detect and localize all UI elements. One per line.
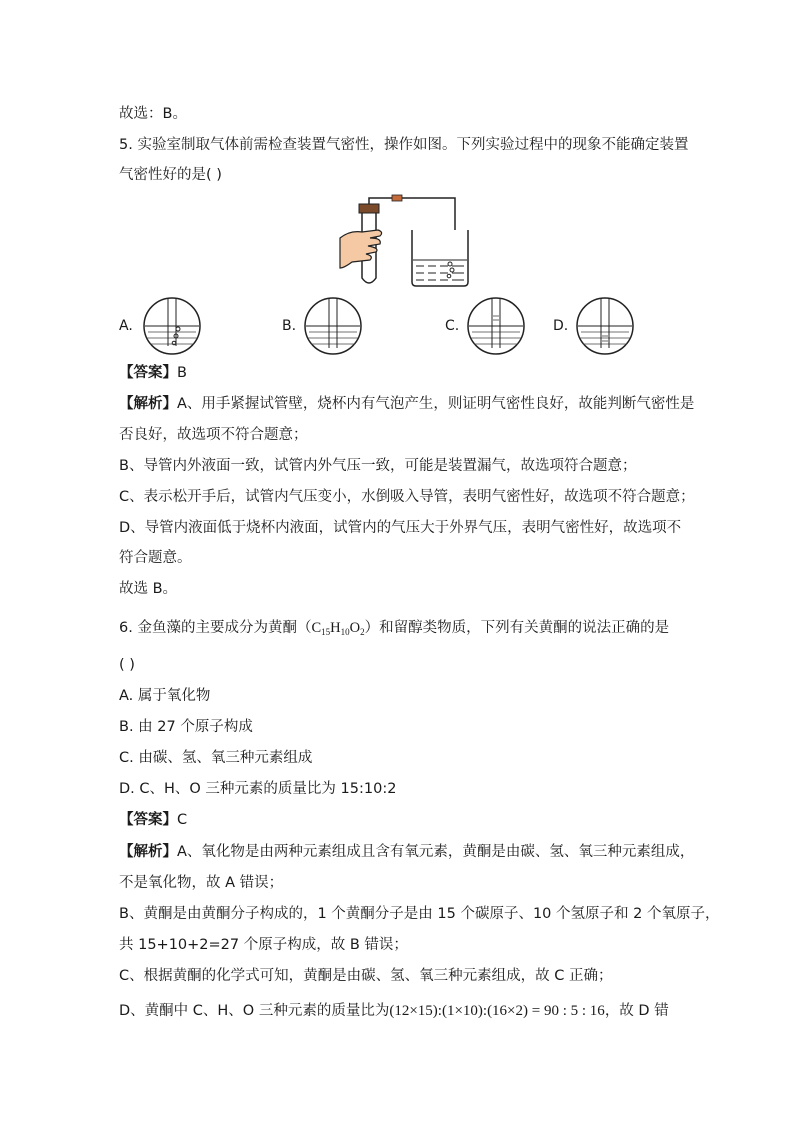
question-5-stem-cont: 气密性好的是( ) bbox=[119, 167, 222, 183]
question-5-analysis-1 bbox=[119, 394, 694, 414]
option-b-figure bbox=[303, 296, 363, 356]
stem-post: ）和留醇类物质，下列有关黄酮的说法正确的是 bbox=[364, 620, 670, 636]
question-5-analysis-3: B、导管内外液面一致，试管内外气压一致，可能是装置漏气，故选项符合题意； bbox=[119, 458, 637, 474]
analysis-post: ，故 D 错 bbox=[604, 1003, 669, 1019]
mass-ratio-formula: (12×15):(1×10):(16×2) = 90 : 5 : 16 bbox=[389, 1003, 605, 1019]
question-6-answer bbox=[119, 810, 187, 830]
analysis-pre: D、黄酮中 C、H、O 三种元素的质量比为 bbox=[119, 1003, 390, 1019]
question-5-analysis-6: 符合题意。 bbox=[119, 550, 192, 566]
conclusion-text: 故选：B。 bbox=[119, 106, 187, 122]
question-6-analysis-2: 不是氧化物，故 A 错误； bbox=[119, 875, 284, 891]
question-5-conclusion: 故选 B。 bbox=[119, 581, 178, 597]
option-d-figure bbox=[575, 296, 635, 356]
option-b-label: B. bbox=[282, 318, 297, 334]
question-6-analysis-4: 共 15+10+2=27 个原子构成，故 B 错误； bbox=[119, 937, 408, 953]
answer-tag: 【答案】 bbox=[119, 812, 177, 828]
answer-tag: 【答案】 bbox=[119, 365, 177, 381]
apparatus-figure bbox=[340, 190, 470, 290]
question-5-analysis-5: D、导管内液面低于烧杯内液面，试管内的气压大于外界气压，表明气密性好，故选项不 bbox=[119, 520, 682, 536]
question-5-analysis-4: C、表示松开手后，试管内气压变小，水倒吸入导管，表明气密性好，故选项不符合题意； bbox=[119, 489, 695, 505]
analysis-text: A、氧化物是由两种元素组成且含有氧元素，黄酮是由碳、氢、氧三种元素组成， bbox=[177, 844, 695, 860]
answer-value: C bbox=[177, 812, 188, 828]
analysis-tag: 【解析】 bbox=[119, 844, 177, 860]
question-6-option-b: B. 由 27 个原子构成 bbox=[119, 719, 253, 735]
question-5-answer bbox=[119, 363, 187, 383]
option-a-figure bbox=[142, 296, 202, 356]
question-6-option-a: A. 属于氧化物 bbox=[119, 688, 211, 704]
question-6-analysis-5: C、根据黄酮的化学式可知，黄酮是由碳、氢、氧三种元素组成，故 C 正确； bbox=[119, 968, 613, 984]
option-c-figure bbox=[466, 296, 526, 356]
question-6-analysis-6 bbox=[119, 1001, 669, 1021]
question-6-option-c: C. 由碳、氢、氧三种元素组成 bbox=[119, 750, 313, 766]
stem-pre: 6. 金鱼藻的主要成分为黄酮（ bbox=[119, 620, 312, 636]
analysis-tag: 【解析】 bbox=[119, 396, 177, 412]
question-6-analysis-3: B、黄酮是由黄酮分子构成的，1 个黄酮分子是由 15 个碳原子、10 个氢原子和 2 个氧原子， bbox=[119, 906, 720, 922]
chemical-formula: $C_{15}H_{10}O_2$ bbox=[311, 620, 365, 637]
option-a-label: A. bbox=[119, 318, 133, 334]
question-6-stem-cont: ( ) bbox=[119, 657, 135, 673]
question-6-option-d: D. C、H、O 三种元素的质量比为 15:10:2 bbox=[119, 781, 397, 797]
option-c-label: C. bbox=[445, 318, 460, 334]
analysis-text: A、用手紧握试管壁，烧杯内有气泡产生，则证明气密性良好，故能判断气密性是 bbox=[177, 396, 695, 412]
option-d-label: D. bbox=[553, 318, 569, 334]
question-6-analysis-1 bbox=[119, 842, 694, 862]
question-5-stem: 5. 实验室制取气体前需检查装置气密性，操作如图。下列实验过程中的现象不能确定装置 bbox=[119, 137, 689, 153]
answer-value: B bbox=[177, 365, 187, 381]
question-6-stem bbox=[119, 618, 669, 642]
question-5-analysis-2: 否良好，故选项不符合题意； bbox=[119, 427, 308, 443]
